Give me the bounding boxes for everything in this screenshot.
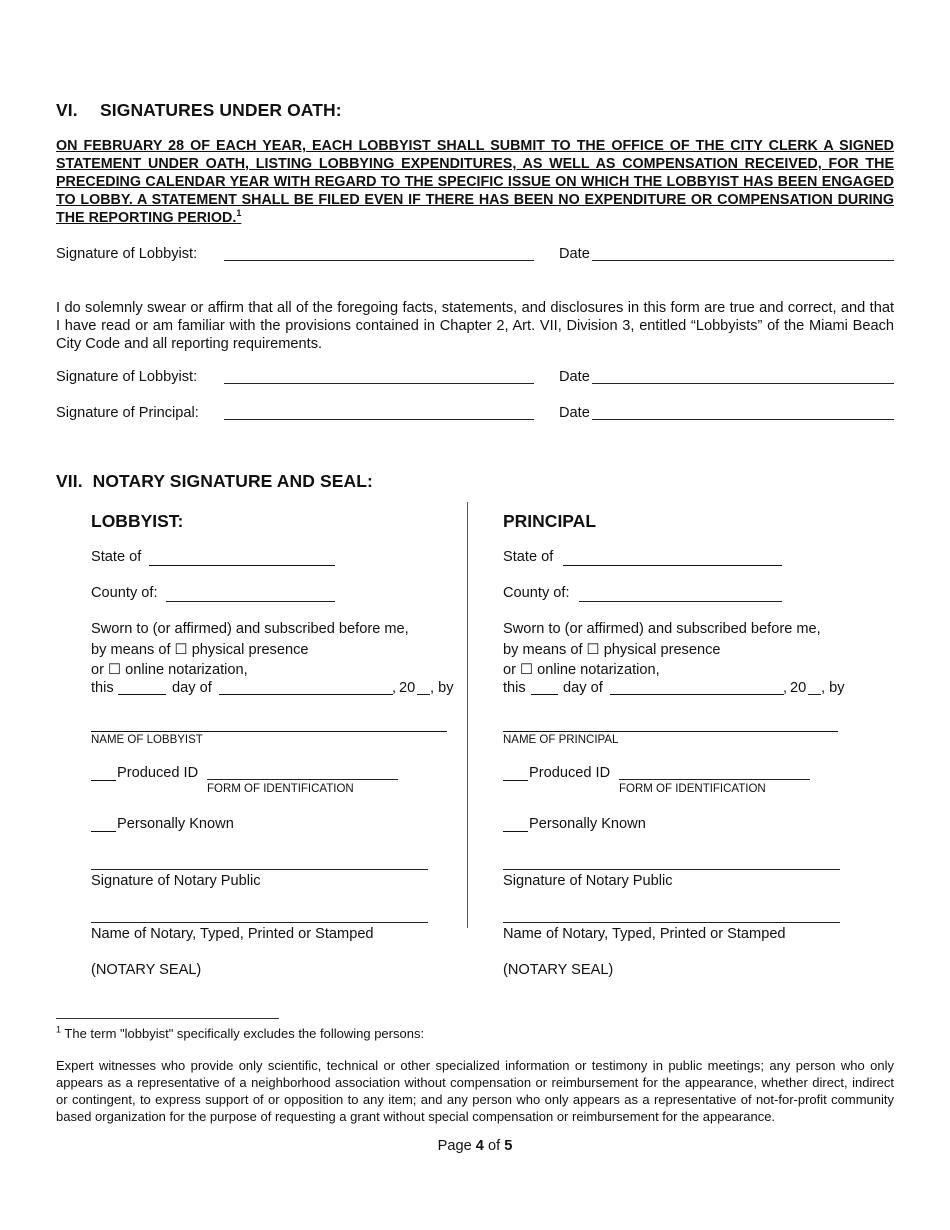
principal-comma: , — [783, 680, 788, 696]
lobbyist-county-label: County of: — [91, 585, 158, 601]
principal-personally-known-checkline[interactable] — [503, 831, 528, 832]
principal-sworn-line-3: or ☐ online notarization, — [503, 662, 660, 678]
signature-lobbyist-label-1: Signature of Lobbyist: — [56, 246, 198, 262]
lobbyist-heading: LOBBYIST: — [91, 511, 184, 531]
current-page: 4 — [475, 1138, 484, 1154]
lobbyist-this-label: this — [91, 680, 114, 696]
lobbyist-name-field[interactable] — [91, 731, 447, 732]
lobbyist-day-of-label: day of — [172, 680, 212, 696]
principal-produced-id-label: Produced ID — [529, 765, 611, 781]
notice-text: ON FEBRUARY 28 OF EACH YEAR, EACH LOBBYIST SHALL SUBMIT TO THE OFFICE OF THE CITY CLERK A SIGNED STATEMENT UNDER OATH, LISTING LOBBYING EXPENDITURES, AS WELL AS COMPENSATION RECEIVED, FOR THE PRECEDING CALENDAR YEAR WITH REGARD TO THE SPECIFIC ISSUE ON WHICH THE LOBBYIST HAS BEEN ENGAGED TO LOBBY. A STATEMENT SHALL BE FILED EVEN IF THERE HAS BEEN NO EXPENDITURE OR COMPENSATION DURING THE REPORTING PERIOD. — [56, 138, 894, 226]
lobbyist-form-id-caption: FORM OF IDENTIFICATION — [207, 783, 354, 795]
principal-day-field[interactable] — [531, 694, 558, 695]
date-label-2: Date — [559, 369, 590, 385]
column-divider — [467, 502, 468, 928]
lobbyist-by-label: , by — [430, 680, 454, 696]
footnote-body: Expert witnesses who provide only scientific, technical or other specialized information or testimony in public meetings; any person who only appears as a representative of a neighborhood association without compensation or reimbursement for the appearance, whether direct, indirect or contingent, to express support of or opposition to any item; and any person who only appears as a representative of not-for-profit community based organization for the purpose of requesting a grant without special compensation or reimbursement for the appearance. — [56, 1058, 894, 1124]
principal-county-label: County of: — [503, 585, 570, 601]
lobbyist-sworn-line-1: Sworn to (or affirmed) and subscribed before me, — [91, 621, 409, 637]
footnote-separator — [56, 1018, 279, 1019]
section-6-number: VI. — [56, 100, 78, 120]
principal-notary-signature-label: Signature of Notary Public — [503, 873, 673, 889]
lobbyist-year-prefix: 20 — [399, 680, 416, 696]
principal-id-type-field[interactable] — [619, 779, 810, 780]
principal-notary-name-line[interactable] — [503, 922, 840, 923]
lobbyist-notary-signature-line[interactable] — [91, 869, 428, 870]
section-7-heading — [56, 471, 373, 492]
principal-notary-name-label: Name of Notary, Typed, Printed or Stamped — [503, 926, 786, 942]
lobbyist-state-field[interactable] — [149, 565, 335, 566]
date-line-3[interactable] — [592, 419, 894, 420]
date-label-1: Date — [559, 246, 590, 262]
signature-lobbyist-line-1[interactable] — [224, 260, 534, 261]
section-7-number: VII. — [56, 471, 83, 491]
lobbyist-county-field[interactable] — [166, 601, 335, 602]
page-number — [0, 1138, 950, 1154]
principal-state-label: State of — [503, 549, 554, 565]
principal-county-field[interactable] — [579, 601, 782, 602]
lobbyist-produced-id-label: Produced ID — [117, 765, 199, 781]
lobbyist-day-field[interactable] — [118, 694, 166, 695]
principal-month-field[interactable] — [610, 694, 784, 695]
signature-lobbyist-line-2[interactable] — [224, 383, 534, 384]
principal-personally-known-label: Personally Known — [529, 816, 646, 832]
lobbyist-personally-known-label: Personally Known — [117, 816, 234, 832]
signature-lobbyist-label-2: Signature of Lobbyist: — [56, 369, 198, 385]
lobbyist-notary-name-line[interactable] — [91, 922, 428, 923]
principal-produced-id-checkline[interactable] — [503, 780, 528, 781]
footnote-mark: 1 — [56, 1024, 62, 1035]
principal-form-id-caption: FORM OF IDENTIFICATION — [619, 783, 766, 795]
of-label: of — [487, 1138, 501, 1154]
principal-day-of-label: day of — [563, 680, 603, 696]
footnote-intro-text: The term "lobbyist" specifically excludes the following persons: — [61, 1026, 425, 1041]
date-line-2[interactable] — [592, 383, 894, 384]
section-7-title: NOTARY SIGNATURE AND SEAL: — [92, 471, 373, 491]
lobbyist-comma: , — [392, 680, 397, 696]
lobbyist-month-field[interactable] — [219, 694, 393, 695]
principal-name-caption: NAME OF PRINCIPAL — [503, 734, 619, 746]
date-line-1[interactable] — [592, 260, 894, 261]
principal-notary-seal-label: (NOTARY SEAL) — [503, 962, 614, 978]
principal-notary-signature-line[interactable] — [503, 869, 840, 870]
principal-sworn-line-1: Sworn to (or affirmed) and subscribed before me, — [503, 621, 821, 637]
lobbyist-year-field[interactable] — [417, 694, 430, 695]
section-6-title: SIGNATURES UNDER OATH: — [100, 100, 342, 120]
lobbyist-state-label: State of — [91, 549, 142, 565]
principal-heading: PRINCIPAL — [503, 511, 597, 531]
principal-sworn-line-2: by means of ☐ physical presence — [503, 642, 721, 658]
lobbyist-id-type-field[interactable] — [207, 779, 398, 780]
lobbyist-name-caption: NAME OF LOBBYIST — [91, 734, 203, 746]
signature-principal-line[interactable] — [224, 419, 534, 420]
lobbyist-produced-id-checkline[interactable] — [91, 780, 116, 781]
lobbyist-notary-seal-label: (NOTARY SEAL) — [91, 962, 202, 978]
signature-principal-label: Signature of Principal: — [56, 405, 199, 421]
date-label-3: Date — [559, 405, 590, 421]
principal-this-label: this — [503, 680, 526, 696]
lobbyist-notary-signature-label: Signature of Notary Public — [91, 873, 261, 889]
principal-state-field[interactable] — [563, 565, 782, 566]
lobbyist-sworn-line-3: or ☐ online notarization, — [91, 662, 248, 678]
footnote-reference: 1 — [236, 208, 242, 219]
footnote-intro — [56, 1025, 424, 1042]
affirmation-paragraph: I do solemnly swear or affirm that all of the foregoing facts, statements, and disclosures in this form are true and correct, and that I have read or am familiar with the provisions contained in Chapter 2, Art. VII, Division 3, entitled “Lobbyists” of the Miami Beach City Code and all reporting requirements. — [56, 300, 894, 352]
principal-year-field[interactable] — [808, 694, 821, 695]
lobbyist-notary-name-label: Name of Notary, Typed, Printed or Stamped — [91, 926, 374, 942]
lobbyist-sworn-line-2: by means of ☐ physical presence — [91, 642, 309, 658]
principal-year-prefix: 20 — [790, 680, 807, 696]
annual-filing-notice — [56, 137, 894, 227]
page-label: Page — [437, 1138, 472, 1154]
total-pages: 5 — [504, 1138, 513, 1154]
principal-name-field[interactable] — [503, 731, 838, 732]
principal-by-label: , by — [821, 680, 845, 696]
lobbyist-personally-known-checkline[interactable] — [91, 831, 116, 832]
section-6-heading — [56, 100, 342, 121]
